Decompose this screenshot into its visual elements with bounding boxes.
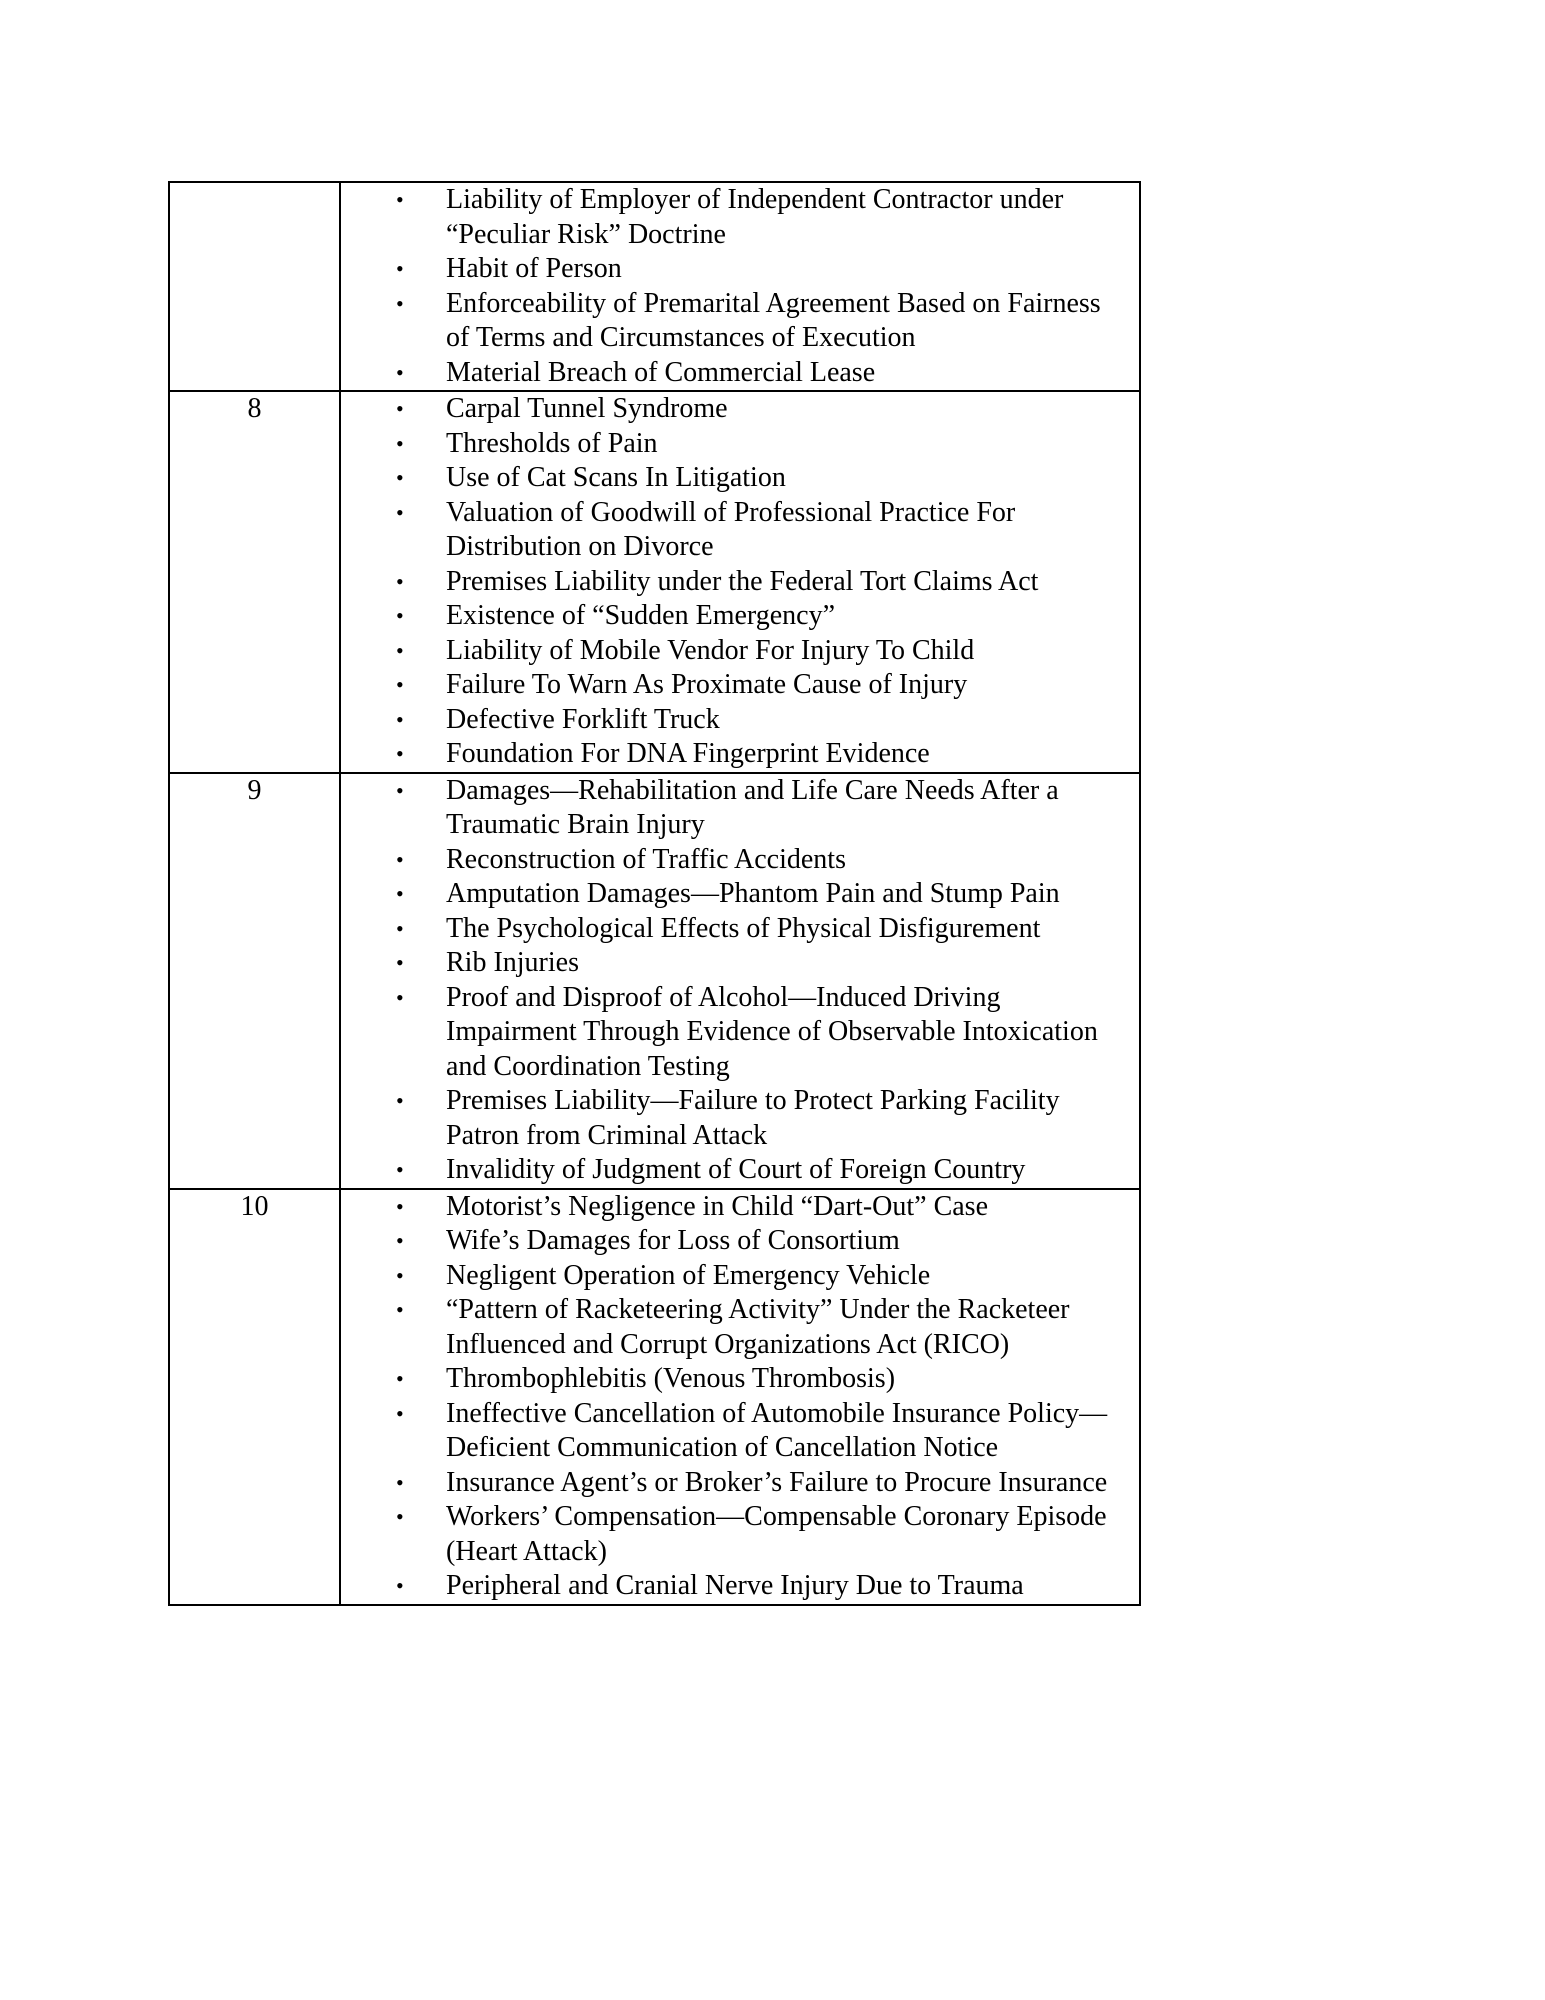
bullet-icon: •	[396, 1400, 404, 1426]
bullet-icon: •	[396, 1504, 404, 1529]
list-item	[341, 1362, 1139, 1397]
topic-text: Use of Cat Scans In Litigation	[446, 462, 786, 493]
topic-text: Valuation of Goodwill of Professional Practice For Distribution on Divorce	[446, 496, 1016, 562]
bullet-icon: •	[396, 603, 404, 628]
list-item	[341, 1153, 1139, 1188]
bullet-icon: •	[396, 1573, 404, 1598]
volume-number-cell	[169, 182, 340, 391]
bullet-icon: •	[396, 1469, 404, 1495]
list-item	[341, 392, 1139, 427]
topic-text: Liability of Employer of Independent Contractor under “Peculiar Risk” Doctrine	[446, 184, 1064, 250]
volume-number-cell: 8	[169, 391, 340, 773]
list-item	[341, 252, 1139, 287]
topic-text: Liability of Mobile Vendor For Injury To Child	[446, 634, 975, 666]
bullet-icon: •	[396, 777, 404, 803]
bullet-icon: •	[396, 1088, 404, 1113]
list-item	[341, 634, 1139, 669]
list-item	[341, 1259, 1139, 1294]
topic-list	[341, 774, 1139, 1188]
topic-text: Enforceability of Premarital Agreement Based on Fairness of Terms and Circumstances of Execution	[446, 287, 1101, 353]
list-item	[341, 183, 1139, 252]
topics-cell	[340, 773, 1140, 1189]
table-row	[169, 1189, 1140, 1605]
topic-list	[341, 183, 1139, 390]
bullet-icon: •	[396, 465, 404, 490]
bullet-icon: •	[396, 1193, 404, 1219]
bullet-icon: •	[396, 637, 404, 663]
topic-text: Proof and Disproof of Alcohol—Induced Driving Impairment Through Evidence of Observable Intoxication and Coordination Testing	[446, 981, 1098, 1082]
topic-text: Failure To Warn As Proximate Cause of Injury	[446, 669, 968, 700]
list-item	[341, 737, 1139, 772]
list-item	[341, 427, 1139, 462]
bullet-icon: •	[396, 290, 404, 316]
volume-number-cell: 9	[169, 773, 340, 1189]
list-item	[341, 496, 1139, 565]
bullet-icon: •	[396, 1228, 404, 1253]
topic-text: Habit of Person	[446, 253, 622, 284]
topic-text: Ineffective Cancellation of Automobile Insurance Policy—Deficient Communication of Cancellation Notice	[446, 1397, 1108, 1463]
topics-cell	[340, 391, 1140, 773]
list-item	[341, 461, 1139, 496]
list-item	[341, 1466, 1139, 1501]
topic-text: Material Breach of Commercial Lease	[446, 356, 876, 388]
topics-cell	[340, 182, 1140, 391]
list-item	[341, 981, 1139, 1085]
list-item	[341, 668, 1139, 703]
topic-text: Thresholds of Pain	[446, 427, 658, 459]
topic-text: Peripheral and Cranial Nerve Injury Due to Trauma	[446, 1570, 1024, 1601]
volume-number-cell: 10	[169, 1189, 340, 1605]
list-item	[341, 843, 1139, 878]
list-item	[341, 946, 1139, 981]
bullet-icon: •	[396, 915, 404, 941]
list-item	[341, 599, 1139, 634]
topic-text: Existence of “Sudden Emergency”	[446, 600, 836, 631]
bullet-icon: •	[396, 846, 404, 872]
bullet-icon: •	[396, 1157, 404, 1182]
topic-list	[341, 1190, 1139, 1604]
list-item	[341, 1224, 1139, 1259]
bullet-icon: •	[396, 706, 404, 732]
bullet-icon: •	[396, 672, 404, 697]
bullet-icon: •	[396, 950, 404, 975]
list-item	[341, 877, 1139, 912]
table-row	[169, 773, 1140, 1189]
topic-text: Foundation For DNA Fingerprint Evidence	[446, 738, 930, 769]
topic-text: Premises Liability—Failure to Protect Parking Facility Patron from Criminal Attack	[446, 1085, 1060, 1151]
list-item	[341, 774, 1139, 843]
bullet-icon: •	[396, 1297, 404, 1322]
topic-text: Defective Forklift Truck	[446, 703, 720, 735]
topic-text: Invalidity of Judgment of Court of Foreign Country	[446, 1154, 1026, 1185]
bullet-icon: •	[396, 1262, 404, 1288]
bullet-icon: •	[396, 1366, 404, 1391]
topic-list	[341, 392, 1139, 772]
table-row	[169, 182, 1140, 391]
list-item	[341, 287, 1139, 356]
table-row	[169, 391, 1140, 773]
bullet-icon: •	[396, 396, 404, 421]
topic-text: Rib Injuries	[446, 947, 579, 978]
list-item	[341, 1190, 1139, 1225]
topic-text: Insurance Agent’s or Broker’s Failure to Procure Insurance	[446, 1466, 1108, 1498]
list-item	[341, 703, 1139, 738]
bullet-icon: •	[396, 430, 404, 456]
topic-text: “Pattern of Racketeering Activity” Under the Racketeer Influenced and Corrupt Organizations Act (RICO)	[446, 1294, 1070, 1360]
topics-cell	[340, 1189, 1140, 1605]
bullet-icon: •	[396, 741, 404, 766]
list-item	[341, 565, 1139, 600]
bullet-icon: •	[396, 568, 404, 594]
list-item	[341, 1397, 1139, 1466]
list-item	[341, 912, 1139, 947]
list-item	[341, 1084, 1139, 1153]
topics-table	[168, 181, 1141, 1606]
topic-text: Negligent Operation of Emergency Vehicle	[446, 1259, 931, 1291]
bullet-icon: •	[396, 359, 404, 385]
topic-text: Reconstruction of Traffic Accidents	[446, 843, 846, 875]
bullet-icon: •	[396, 499, 404, 525]
topic-text: Motorist’s Negligence in Child “Dart-Out” Case	[446, 1190, 988, 1222]
list-item	[341, 1569, 1139, 1604]
topic-text: Carpal Tunnel Syndrome	[446, 393, 728, 424]
list-item	[341, 1500, 1139, 1569]
topic-text: Amputation Damages—Phantom Pain and Stump Pain	[446, 878, 1060, 909]
bullet-icon: •	[396, 187, 404, 212]
topics-table-body	[169, 182, 1140, 1605]
topic-text: The Psychological Effects of Physical Disfigurement	[446, 912, 1041, 944]
topic-text: Damages—Rehabilitation and Life Care Needs After a Traumatic Brain Injury	[446, 774, 1059, 840]
list-item	[341, 1293, 1139, 1362]
bullet-icon: •	[396, 881, 404, 906]
bullet-icon: •	[396, 984, 404, 1010]
topic-text: Workers’ Compensation—Compensable Coronary Episode (Heart Attack)	[446, 1501, 1107, 1567]
list-item	[341, 356, 1139, 391]
topic-text: Premises Liability under the Federal Tort Claims Act	[446, 565, 1039, 597]
topic-text: Thrombophlebitis (Venous Thrombosis)	[446, 1363, 896, 1394]
bullet-icon: •	[396, 256, 404, 281]
topic-text: Wife’s Damages for Loss of Consortium	[446, 1225, 900, 1256]
